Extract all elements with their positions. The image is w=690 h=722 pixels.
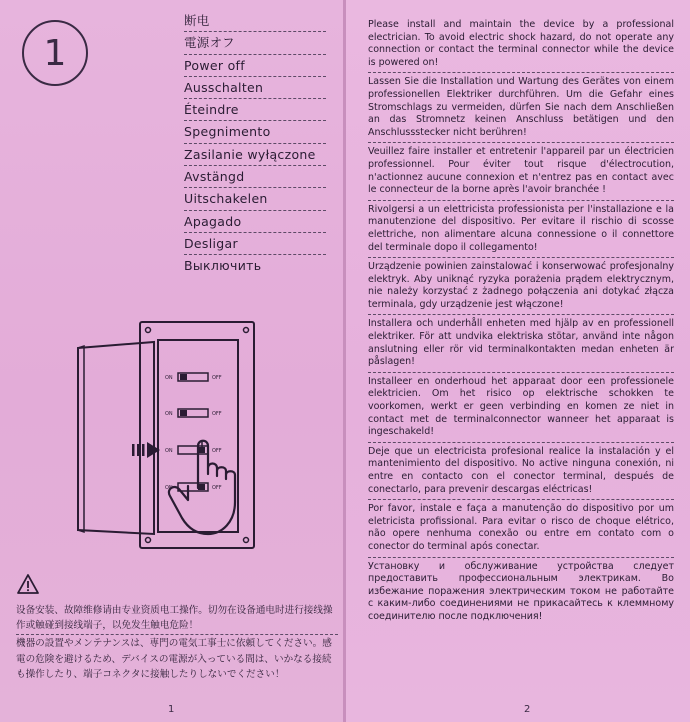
breaker-switch <box>165 446 222 454</box>
power-off-label: Выключить <box>184 258 262 274</box>
instruction-paragraph-de: Lassen Sie die Installation und Wartung des Gerätes von einem professionellen Elektriker durchführen. Um die Gefahr eines Stromschlags zu vermeiden, dürfen Sie nach dem Anschließen an das Stromnetz keinen Anschluss betätigen und den Anschlussstecker nicht berühren! <box>368 72 674 142</box>
warning-paragraph-zh: 设备安装、故障维修请由专业资质电工操作。切勿在设备通电时进行接线操作或触碰到接线端子，以免发生触电危险！ <box>16 605 333 632</box>
power-off-label: Desligar <box>184 233 326 255</box>
screw <box>244 328 249 333</box>
breaker-switch <box>165 409 222 417</box>
step-number: 1 <box>43 32 67 74</box>
switch-off-label: OFF <box>212 448 222 454</box>
power-off-label: Uitschakelen <box>184 188 326 210</box>
page-number-left: 1 <box>168 704 175 715</box>
warning-text-block <box>16 602 338 683</box>
step-number-badge <box>22 20 88 86</box>
instruction-paragraph-en: Please install and maintain the device by a professional electrician. To avoid electric shock hazard, do not operate any connection or contact the terminal connector while the device is powered on! <box>368 19 674 68</box>
instruction-paragraph-fr: Veuillez faire installer et entretenir l'appareil par un électricien professionnel. Pour éviter tout risque d'électrocution, n'actionnez aucune connexion et n'entrez pas en contact avec le connecteur de la borne après l'avoir branchée ! <box>368 142 674 199</box>
screw <box>146 538 151 543</box>
screw <box>244 538 249 543</box>
power-off-label: Ausschalten <box>184 77 326 99</box>
power-off-label: 断电 <box>184 10 326 32</box>
power-off-label: 電源オフ <box>184 32 326 54</box>
arrow-right-icon <box>132 442 160 458</box>
power-off-label: Power off <box>184 55 326 77</box>
instruction-paragraph-nl: Installeer en onderhoud het apparaat door een professionele elektricien. Om het risico op elektrische schokken te voorkomen, werkt er geen verbinding en komen ze niet in contact met de terminalconnector wanneer het apparaat is ingeschakeld! <box>368 372 674 442</box>
warning-paragraph-ja: 機器の設置やメンテナンスは、専門の電気工事士に依頼してください。感電の危険を避けるため、デバイスの電源が入っている間は、いかなる接続も操作したり、端子コネクタに接触したりしないでください！ <box>16 634 338 683</box>
instruction-paragraph-es: Deje que un electricista profesional realice la instalación y el mantenimiento del dispositivo. No active ninguna conexión, ni entre en contacto con el conector terminal, después de conectarlo, para prevenir descargas eléctricas! <box>368 442 674 499</box>
safety-instructions <box>368 16 674 627</box>
switch-on-label: ON <box>165 485 173 491</box>
instruction-paragraph-pl: Urządzenie powinien zainstalować i konserwować profesjonalny elektryk. Aby uniknąć ryzyka porażenia prądem elektrycznym, nie należy korzystać z żadnego połączenia ani dotykać złącza terminala, gdy urządzenie jest włączone! <box>368 257 674 314</box>
page-fold <box>343 0 346 722</box>
switch-on-label: ON <box>165 375 173 381</box>
switch-off-label: OFF <box>212 485 222 491</box>
breaker-panel-illustration <box>70 318 260 554</box>
power-off-label: Zasilanie wyłączone <box>184 144 326 166</box>
instruction-paragraph-pt: Por favor, instale e faça a manutenção do dispositivo por um eletricista profissional. Para evitar o risco de choque elétrico, não opere nenhuma conexão ou entre em contato com o conector do terminal após conectar. <box>368 499 674 556</box>
power-off-label: Avstängd <box>184 166 326 188</box>
switch-off-label: OFF <box>212 375 222 381</box>
instruction-paragraph-ru: Установку и обслуживание устройства следует предоставить профессиональным электрикам. Во избежание поражения электрическим током не работайте с каким-либо соединениями не прикасайтесь к клеммному соединителю после подключения! <box>368 557 674 627</box>
power-off-label: Spegnimento <box>184 121 326 143</box>
instruction-paragraph-it: Rivolgersi a un elettricista professionista per l'installazione e la manutenzione del dispositivo. Per evitare il rischio di scosse elettriche, non alimentare alcuna connessione o il connettore del terminale dopo il collegamento! <box>368 200 674 257</box>
breaker-switch <box>165 373 222 381</box>
switch-off-label: OFF <box>212 411 222 417</box>
switch-on-label: ON <box>165 411 173 417</box>
breaker-box <box>158 340 238 532</box>
panel-door <box>78 342 154 534</box>
warning-icon <box>16 573 40 595</box>
power-off-label-list <box>184 10 326 277</box>
power-off-label: Éteindre <box>184 99 326 121</box>
power-off-label: Apagado <box>184 211 326 233</box>
screw <box>146 328 151 333</box>
instruction-paragraph-sv: Installera och underhåll enheten med hjälp av en professionell elektriker. För att undvika elektriska stötar, använd inte någon anslutning eller rör vid terminalkontakten medan enheten är påslagen! <box>368 314 674 371</box>
switch-on-label: ON <box>165 448 173 454</box>
page-number-right: 2 <box>524 704 531 715</box>
